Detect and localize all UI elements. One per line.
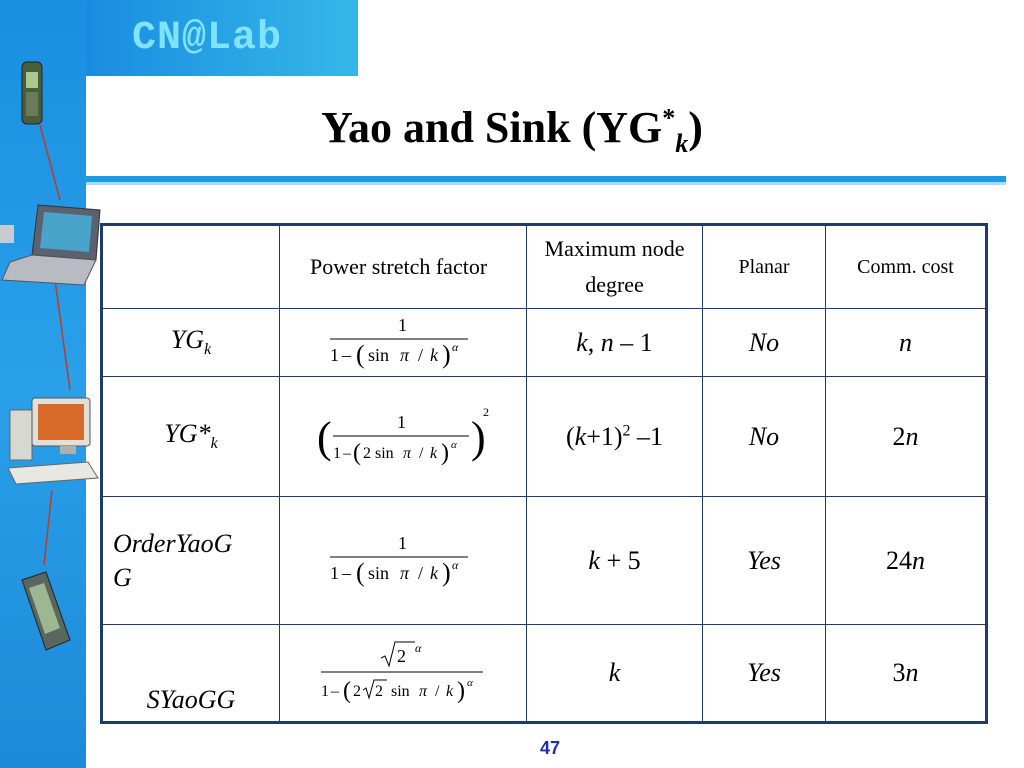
svg-text:α: α xyxy=(452,339,459,354)
svg-text:–: – xyxy=(342,344,351,365)
svg-text:1: 1 xyxy=(330,562,339,583)
laptop-icon xyxy=(0,205,100,285)
svg-text:–: – xyxy=(343,444,351,462)
row-label: OrderYaoG G xyxy=(102,497,280,625)
svg-text:k: k xyxy=(430,444,438,462)
svg-text:/: / xyxy=(435,683,440,700)
stretch-formula xyxy=(328,531,478,591)
svg-text:/: / xyxy=(418,562,424,583)
svg-text:1: 1 xyxy=(330,344,339,365)
cost-cell: 24n xyxy=(826,497,987,625)
svg-text:α: α xyxy=(467,677,473,689)
slide-title: Yao and Sink $(YG^*_k)$ xyxy=(321,103,703,158)
header-power-stretch: Power stretch factor xyxy=(280,225,527,309)
degree-cell: k xyxy=(527,625,703,723)
planar-cell: Yes xyxy=(703,625,826,723)
cost-cell: n xyxy=(826,309,987,377)
svg-text:–: – xyxy=(331,683,339,700)
svg-text:/: / xyxy=(418,344,424,365)
svg-text:α: α xyxy=(452,557,459,572)
svg-text:2: 2 xyxy=(363,444,371,462)
stretch-formula-cell xyxy=(280,309,527,377)
svg-text:(: ( xyxy=(356,557,365,587)
svg-text:): ) xyxy=(442,339,451,369)
svg-text:(: ( xyxy=(343,678,351,704)
stretch-formula-cell xyxy=(280,497,527,625)
cost-cell: 3n xyxy=(826,625,987,723)
logo: CN@Lab xyxy=(132,16,283,61)
svg-text:sin: sin xyxy=(368,344,390,365)
table-row xyxy=(102,625,987,723)
degree-cell: k, n – 1 xyxy=(527,309,703,377)
stretch-formula-cell xyxy=(280,625,527,723)
svg-text:1: 1 xyxy=(333,444,341,462)
svg-text:1: 1 xyxy=(398,314,407,335)
svg-text:π: π xyxy=(419,683,428,700)
pda-icon xyxy=(22,572,70,650)
svg-text:k: k xyxy=(430,562,438,583)
svg-text:α: α xyxy=(451,438,457,451)
svg-text:π: π xyxy=(400,562,410,583)
svg-text:2: 2 xyxy=(483,404,489,419)
svg-text:(: ( xyxy=(356,339,365,369)
table-row xyxy=(102,309,987,377)
svg-text:): ) xyxy=(457,678,465,704)
svg-text:2: 2 xyxy=(375,683,383,700)
row-label: $YG_k$ xyxy=(102,309,280,377)
svg-text:–: – xyxy=(342,562,351,583)
connector-lines xyxy=(40,125,70,565)
svg-text:1: 1 xyxy=(397,411,406,432)
header-max-degree: Maximum node degree xyxy=(527,225,703,309)
header-comm-cost: Comm. cost xyxy=(826,225,987,309)
svg-text:2: 2 xyxy=(353,683,361,700)
row-label: $YG*_k$ xyxy=(102,377,280,497)
header-cell-empty xyxy=(102,225,280,309)
table-row xyxy=(102,377,987,497)
svg-text:(: ( xyxy=(353,439,361,466)
table-header-row xyxy=(102,225,987,309)
degree-cell: k + 5 xyxy=(527,497,703,625)
svg-text:): ) xyxy=(471,412,486,462)
svg-text:k: k xyxy=(446,683,454,700)
title-underline-light xyxy=(86,182,1006,185)
stretch-formula xyxy=(313,402,493,472)
svg-text:α: α xyxy=(415,641,422,655)
svg-text:sin: sin xyxy=(368,562,390,583)
svg-text:π: π xyxy=(400,344,410,365)
stretch-formula-cell xyxy=(280,377,527,497)
planar-cell: Yes xyxy=(703,497,826,625)
planar-cell: No xyxy=(703,377,826,497)
planar-cell: No xyxy=(703,309,826,377)
stretch-formula xyxy=(319,638,487,708)
svg-text:): ) xyxy=(442,557,451,587)
page-number: 47 xyxy=(540,738,561,758)
svg-text:sin: sin xyxy=(375,444,394,462)
desktop-computer-icon xyxy=(8,398,98,484)
svg-text:sin: sin xyxy=(391,683,410,700)
table-row xyxy=(102,497,987,625)
degree-cell: $(k+1)^2$ –1 xyxy=(527,377,703,497)
svg-text:(: ( xyxy=(317,412,332,462)
comparison-table xyxy=(100,223,988,724)
stretch-formula xyxy=(328,313,478,373)
row-label: SYaoGG xyxy=(102,625,280,723)
cost-cell: 2n xyxy=(826,377,987,497)
svg-text:π: π xyxy=(403,444,412,462)
svg-text:): ) xyxy=(441,439,449,466)
svg-text:k: k xyxy=(430,344,438,365)
svg-text:/: / xyxy=(419,444,424,462)
svg-text:1: 1 xyxy=(398,532,407,553)
svg-text:1: 1 xyxy=(321,683,329,700)
header-planar: Planar xyxy=(703,225,826,309)
svg-text:2: 2 xyxy=(397,646,406,666)
